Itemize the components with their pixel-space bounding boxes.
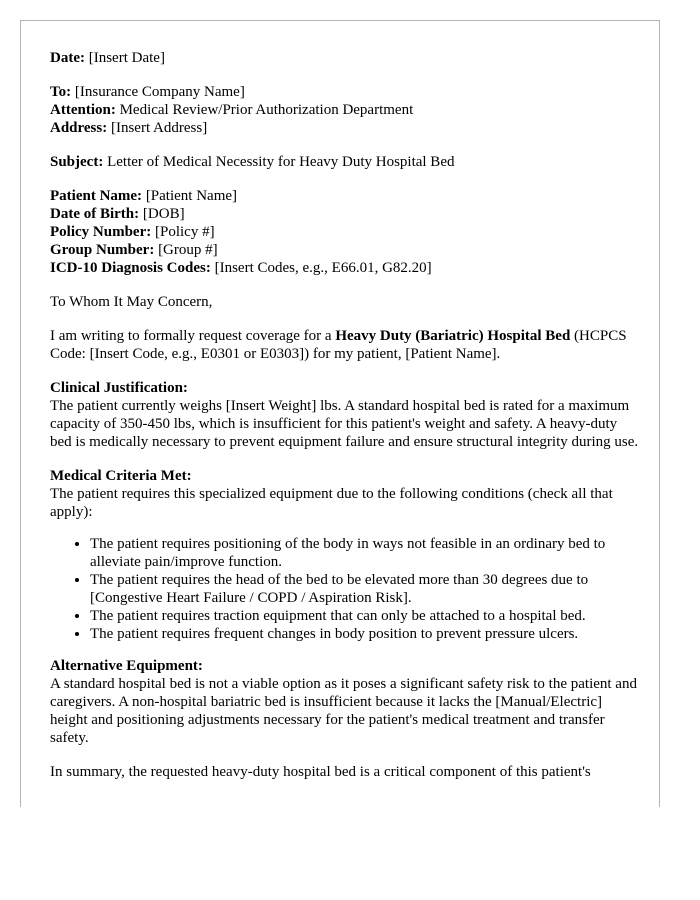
icd-line (50, 259, 640, 277)
greeting: To Whom It May Concern, (50, 294, 213, 310)
attention-line (50, 101, 640, 119)
group-line (50, 241, 640, 259)
letter-content (50, 49, 640, 797)
intro-text-after: (HCPCS Code: [Insert Code, e.g., E0301 or E0303]) for my patient, [Patient Name]. (50, 328, 627, 362)
policy-value: [Policy #] (154, 224, 215, 240)
dob-value: [DOB] (142, 206, 185, 222)
date-label: Date: (50, 50, 85, 66)
clinical-justification-title: Clinical Justification: (50, 380, 188, 396)
list-item: • The patient requires the head of the bed to be elevated more than 30 degrees due to [Congestive Heart Failure / COPD / Aspiration Risk]. (90, 571, 640, 607)
intro-paragraph (50, 327, 640, 363)
list-item: • The patient requires positioning of the body in ways not feasible in an ordinary bed to alleviate pain/improve function. (90, 535, 640, 571)
clinical-justification-section (50, 379, 640, 451)
dob-label: Date of Birth: (50, 206, 140, 222)
alternative-equipment-text: A standard hospital bed is not a viable option as it poses a significant safety risk to the patient and caregivers. A non-hospital bariatric bed is insufficient because it lacks the [Manual/Electric] height and positioning adjustments necessary for the patient's medical treatment and transfer safety. (50, 676, 637, 746)
medical-criteria-section (50, 467, 640, 643)
dob-line (50, 205, 640, 223)
address-label: Address: (50, 120, 108, 136)
medical-criteria-text: The patient requires this specialized equipment due to the following conditions (check all that apply): (50, 486, 613, 520)
to-line (50, 83, 640, 101)
attention-value: Medical Review/Prior Authorization Department (119, 102, 414, 118)
letter-page (20, 20, 660, 807)
policy-line (50, 223, 640, 241)
attention-label: Attention: (50, 102, 116, 118)
patient-name-label: Patient Name: (50, 188, 143, 204)
alternative-equipment-section (50, 657, 640, 747)
to-label: To: (50, 84, 72, 100)
patient-name-value: [Patient Name] (145, 188, 238, 204)
summary-paragraph: In summary, the requested heavy-duty hospital bed is a critical component of this patient's (50, 764, 591, 780)
medical-criteria-intro (50, 467, 640, 521)
intro-bold-equipment: Heavy Duty (Bariatric) Hospital Bed (335, 328, 571, 344)
policy-label: Policy Number: (50, 224, 152, 240)
intro-text-before: I am writing to formally request coverage for a (50, 328, 336, 344)
alternative-equipment-title: Alternative Equipment: (50, 658, 203, 674)
subject-label: Subject: (50, 154, 104, 170)
icd-label: ICD-10 Diagnosis Codes: (50, 260, 211, 276)
date-line (50, 49, 640, 67)
group-value: [Group #] (158, 242, 218, 258)
subject-line (50, 153, 640, 171)
patient-info-block (50, 187, 640, 277)
to-value: [Insurance Company Name] (74, 84, 245, 100)
icd-value: [Insert Codes, e.g., E66.01, G82.20] (214, 260, 432, 276)
recipient-block (50, 83, 640, 137)
group-label: Group Number: (50, 242, 155, 258)
criteria-list (50, 535, 640, 643)
date-value: [Insert Date] (88, 50, 165, 66)
clinical-justification-text: The patient currently weighs [Insert Weight] lbs. A standard hospital bed is rated for a maximum capacity of 350-450 lbs, which is insufficient for this patient's weight and safety. A heavy-duty bed is medically necessary to prevent equipment failure and ensure structural integrity during use. (50, 398, 639, 450)
list-item: • The patient requires traction equipment that can only be attached to a hospital bed. (90, 607, 640, 625)
address-line (50, 119, 640, 137)
list-item: • The patient requires frequent changes in body position to prevent pressure ulcers. (90, 625, 640, 643)
patient-name-line (50, 187, 640, 205)
medical-criteria-title: Medical Criteria Met: (50, 468, 192, 484)
address-value: [Insert Address] (110, 120, 208, 136)
subject-value: Letter of Medical Necessity for Heavy Duty Hospital Bed (107, 154, 455, 170)
